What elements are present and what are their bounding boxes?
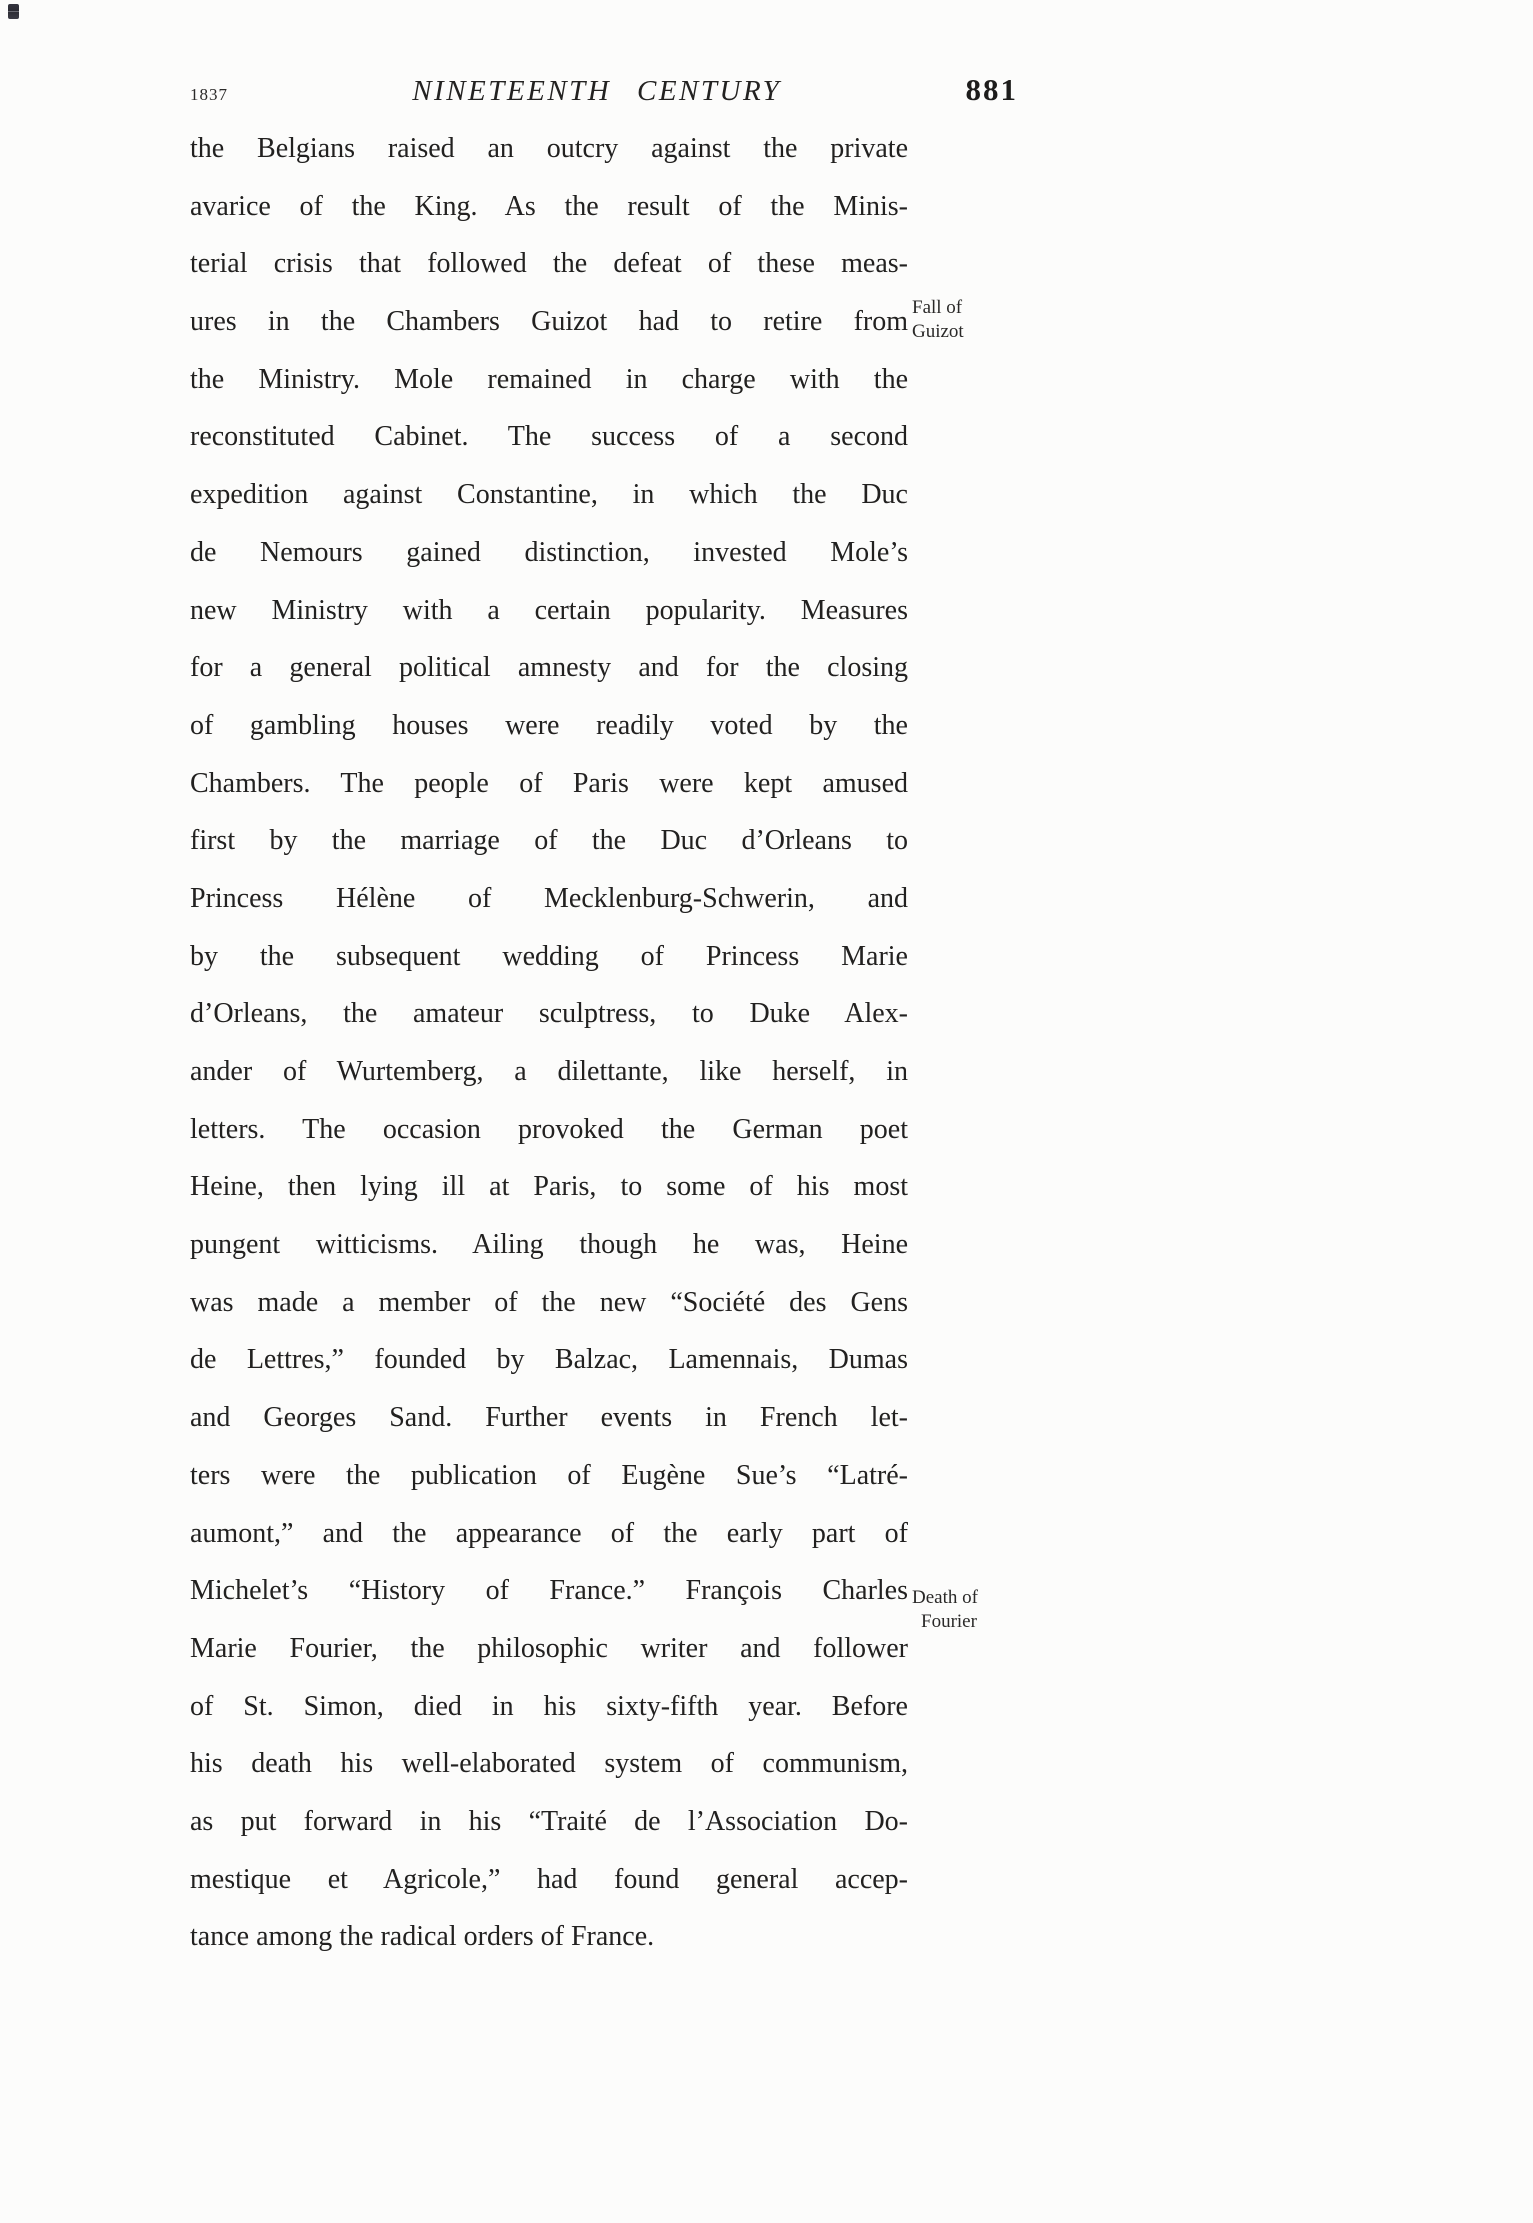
body-line: Chambers. The people of Paris were kept amused [190,767,908,799]
body-line: ters were the publication of Eugène Sue’s “Latré- [190,1459,908,1491]
body-line: Michelet’s “History of France.” François Charles [190,1575,908,1607]
body-line: for a general political amnesty and for the closing [190,652,908,684]
body-line: was made a member of the new “Société des Gens [190,1286,908,1318]
margin-note-death-of-fourier [912,1586,1042,1634]
page-number: 881 [965,72,1018,107]
body-line: by the subsequent wedding of Princess Marie [190,940,908,972]
body-line: his death his well-elaborated system of communism, [190,1748,908,1780]
body-line: ures in the Chambers Guizot had to retire from [190,306,908,338]
body-line: of St. Simon, died in his sixty-fifth year. Before [190,1690,908,1722]
body-line: the Ministry. Mole remained in charge with the [190,363,908,395]
margin-note-line: Death of [912,1587,978,1608]
body-line: expedition against Constantine, in which the Duc [190,479,908,511]
header-year: 1837 [190,85,228,104]
body-line: terial crisis that followed the defeat of these meas- [190,248,908,280]
scan-artifact [8,4,19,19]
body-line: Princess Hélène of Mecklenburg-Schwerin, and [190,882,908,914]
body-line: tance among the radical orders of France. [190,1921,655,1953]
margin-note-fall-of-guizot [912,296,1042,344]
body-line: pungent witticisms. Ailing though he was, Heine [190,1229,908,1261]
body-line: letters. The occasion provoked the German poet [190,1113,908,1145]
body-line: and Georges Sand. Further events in French let- [190,1402,908,1434]
body-line: Marie Fourier, the philosophic writer and follower [190,1632,908,1664]
body-line: new Ministry with a certain popularity. Measures [190,594,908,626]
body-line: de Lettres,” founded by Balzac, Lamennais, Dumas [190,1344,908,1376]
body-line: first by the marriage of the Duc d’Orleans to [190,825,908,857]
body-line: de Nemours gained distinction, invested Mole’s [190,536,908,568]
margin-note-line: Fall of [912,297,963,318]
body-line: avarice of the King. As the result of the Minis- [190,190,908,222]
body-line: the Belgians raised an outcry against the private [190,133,908,164]
body-line: Heine, then lying ill at Paris, to some of his most [190,1171,908,1203]
body-line: mestique et Agricole,” had found general accep- [190,1863,908,1895]
page-header [190,72,1018,108]
body-text [190,120,908,1966]
body-line: reconstituted Cabinet. The success of a second [190,421,908,453]
body-line: ander of Wurtemberg, a dilettante, like herself, in [190,1056,908,1087]
body-line: aumont,” and the appearance of the early part of [190,1517,908,1549]
page-title: NINETEENTH CENTURY [412,75,782,107]
margin-note-line: Fourier [921,1611,977,1632]
body-line: as put forward in his “Traité de l’Association Do- [190,1805,908,1837]
body-line: d’Orleans, the amateur sculptress, to Duke Alex- [190,998,908,1030]
margin-note-line: Guizot [912,321,964,342]
body-line: of gambling houses were readily voted by the [190,709,908,741]
